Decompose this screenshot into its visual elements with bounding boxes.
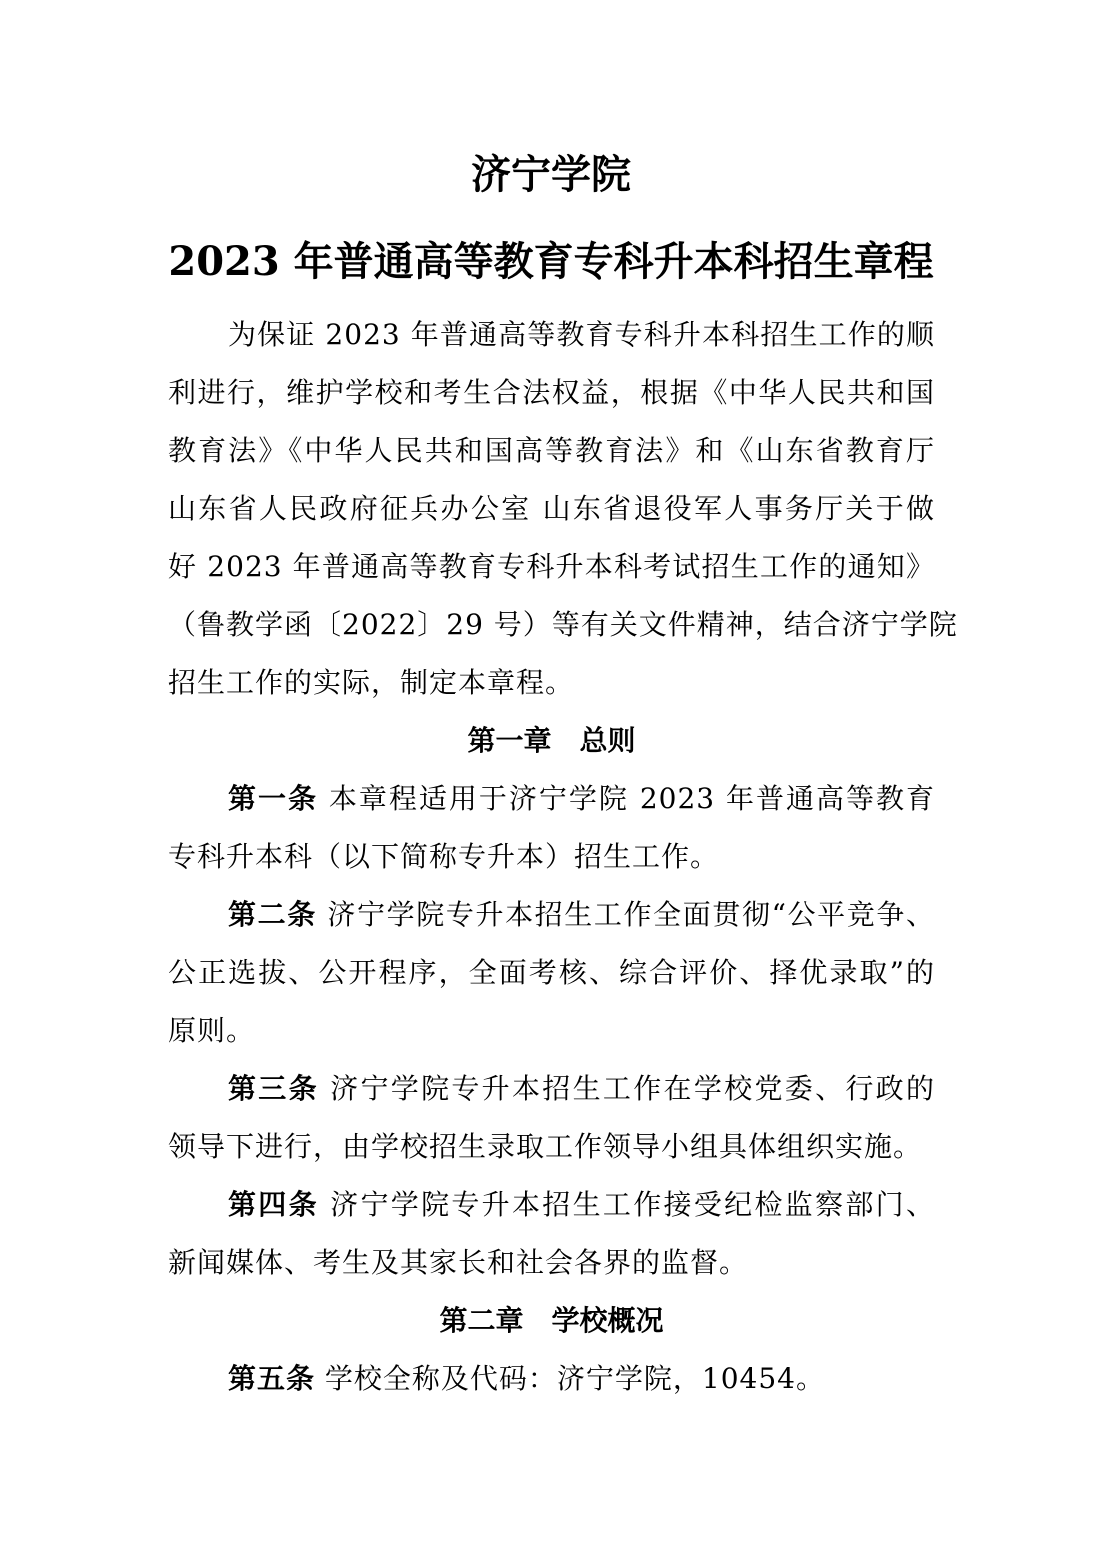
- article-label: 第四条: [228, 1188, 319, 1221]
- text-line: 济宁学院专升本招生工作全面贯彻“公平竞争、: [316, 898, 935, 931]
- text-line: 好 2023 年普通高等教育专科升本科考试招生工作的通知》: [168, 550, 935, 583]
- chapter-heading: 第一章 总则: [467, 724, 636, 757]
- text-line: 公正选拔、公开程序，全面考核、综合评价、择优录取”的: [168, 956, 935, 989]
- article-label: 第五条: [228, 1362, 316, 1395]
- text-line: 领导下进行，由学校招生录取工作领导小组具体组织实施。: [168, 1130, 923, 1163]
- text-line: 本章程适用于济宁学院 2023 年普通高等教育: [318, 782, 935, 815]
- article-label: 第三条: [228, 1072, 319, 1105]
- document-title-school: 济宁学院: [471, 151, 631, 198]
- document-body: [168, 306, 958, 1408]
- text-line: 利进行，维护学校和考生合法权益，根据《中华人民共和国: [168, 376, 935, 409]
- text-line: 学校全称及代码：济宁学院，10454。: [315, 1362, 825, 1395]
- text-line: 山东省人民政府征兵办公室 山东省退役军人事务厅关于做: [168, 492, 935, 525]
- chapter-heading: 第二章 学校概况: [439, 1304, 664, 1337]
- text-line: 为保证 2023 年普通高等教育专科升本科招生工作的顺: [228, 318, 935, 351]
- article-2: [168, 886, 935, 1060]
- text-line: 济宁学院专升本招生工作接受纪检监察部门、: [318, 1188, 935, 1221]
- text-line: 专科升本科（以下简称专升本）招生工作。: [168, 840, 720, 873]
- intro-paragraph: [168, 306, 958, 712]
- article-4: [168, 1176, 935, 1292]
- article-label: 第二条: [228, 898, 317, 931]
- article-label: 第一条: [228, 782, 319, 815]
- article-1: [168, 770, 935, 886]
- text-line: 原则。: [168, 1014, 256, 1047]
- text-line: 教育法》《中华人民共和国高等教育法》和《山东省教育厅: [168, 434, 935, 467]
- document-title: 2023 年普通高等教育专科升本科招生章程: [168, 238, 934, 285]
- text-line: 新闻媒体、考生及其家长和社会各界的监督。: [168, 1246, 749, 1279]
- article-3: [168, 1060, 935, 1176]
- text-line: 济宁学院专升本招生工作在学校党委、行政的: [318, 1072, 935, 1105]
- text-line: （鲁教学函〔2022〕29 号）等有关文件精神，结合济宁学院: [168, 608, 958, 641]
- text-line: 招生工作的实际，制定本章程。: [168, 666, 575, 699]
- article-5: [168, 1350, 935, 1408]
